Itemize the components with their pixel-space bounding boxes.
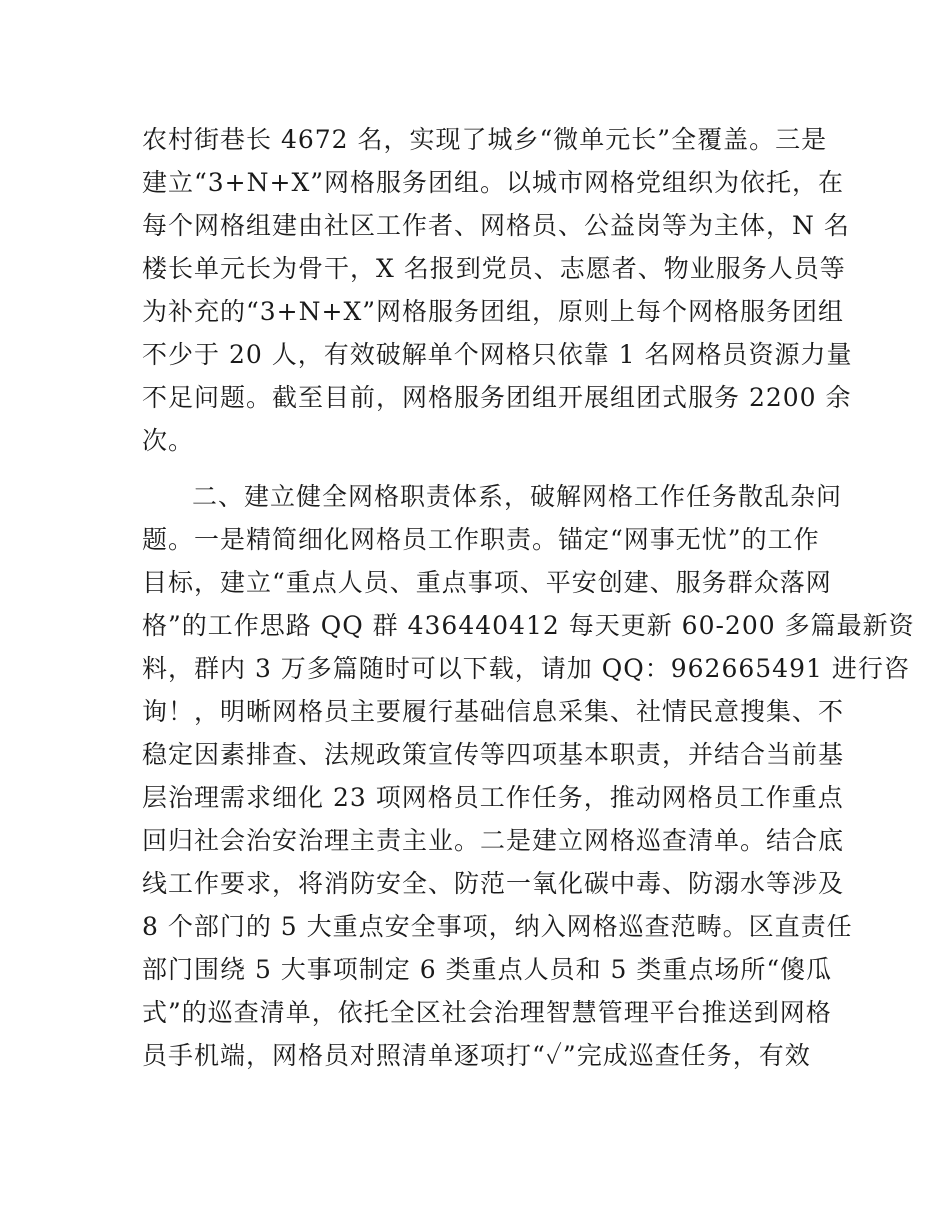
text-line: 部门围绕 5 大事项制定 6 类重点人员和 5 类重点场所“傻瓜	[142, 955, 833, 984]
text-line: 为补充的“3+N+X”网格服务团组，原则上每个网格服务团组	[142, 297, 845, 326]
text-line: 线工作要求，将消防安全、防范一氧化碳中毒、防溺水等涉及	[142, 869, 845, 898]
text-line: 目标，建立“重点人员、重点事项、平安创建、服务群众落网	[142, 568, 832, 597]
text-line: 不少于 20 人，有效破解单个网格只依靠 1 名网格员资源力量	[142, 340, 853, 369]
text-line: 式”的巡查清单，依托全区社会治理智慧管理平台推送到网格	[142, 998, 832, 1027]
text-line: 料，群内 3 万多篇随时可以下载，请加 QQ：962665491 进行咨	[142, 654, 910, 683]
text-line: 每个网格组建由社区工作者、网格员、公益岗等为主体，N 名	[142, 211, 850, 240]
text-line: 询！，明晰网格员主要履行基础信息采集、社情民意搜集、不	[142, 697, 845, 726]
text-line: 员手机端，网格员对照清单逐项打“✓”完成巡查任务，有效	[142, 1041, 811, 1070]
text-line: 农村街巷长 4672 名，实现了城乡“微单元长”全覆盖。三是	[142, 125, 828, 154]
text-line: 回归社会治安治理主责主业。二是建立网格巡查清单。结合底	[142, 826, 845, 855]
text-line: 二、建立健全网格职责体系，破解网格工作任务散乱杂问	[192, 482, 843, 511]
text-line: 格”的工作思路 QQ 群 436440412 每天更新 60-200 多篇最新资	[142, 611, 915, 640]
text-line: 8 个部门的 5 大重点安全事项，纳入网格巡查范畴。区直责任	[142, 912, 853, 941]
text-line: 楼长单元长为骨干，X 名报到党员、志愿者、物业服务人员等	[142, 254, 846, 283]
paragraph-1	[142, 118, 853, 462]
text-line: 次。	[142, 426, 195, 455]
text-line: 不足问题。截至目前，网格服务团组开展组团式服务 2200 余	[142, 383, 852, 412]
text-line: 题。一是精简细化网格员工作职责。锚定“网事无忧”的工作	[142, 525, 820, 554]
paragraph-2	[142, 475, 915, 1077]
text-line: 建立“3+N+X”网格服务团组。以城市网格党组织为依托，在	[142, 168, 845, 197]
text-line: 层治理需求细化 23 项网格员工作任务，推动网格员工作重点	[142, 783, 844, 812]
text-line: 稳定因素排查、法规政策宣传等四项基本职责，并结合当前基	[142, 740, 845, 769]
